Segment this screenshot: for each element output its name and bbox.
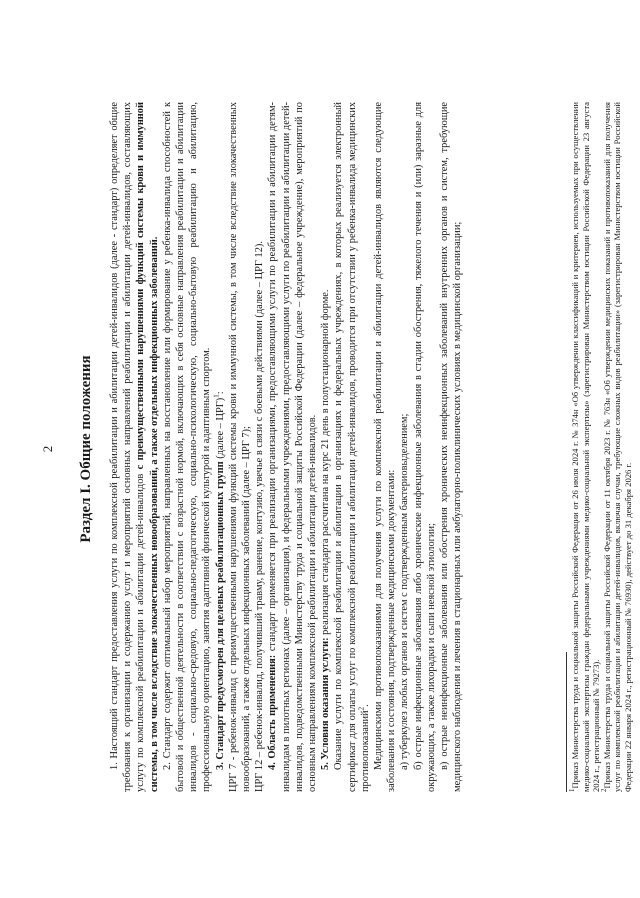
footnote-1-text: Приказ Министерства труда и социальной защиты Российской Федерации от 26 июля 2024 г. № 374н «Об утверждении классификаций и критериев, используемых при осуществлении медико-социальной экспертизы граждан федеральными учреждениями медико-социальной экспертизы» (зарегистрирован Министерством юстиции Российской Федерации 23 августа 2024 г., регистрационный № 79273).	[570, 102, 602, 792]
footnote-1-marker: 1	[568, 788, 577, 792]
footnote-2-marker: 2	[599, 788, 608, 792]
paragraph-1	[108, 102, 161, 792]
footnote-ref-2: 2	[357, 706, 366, 711]
paragraph-3-text: (далее – ЦРГ)	[214, 397, 226, 462]
paragraph-1-text: 1. Настоящий стандарт предоставления услуги по комплексной реабилитации и абилитации детей-инвалидов (далее - стандарт) определяет общие требования к организации и содержанию услуг и мероприятий основных направлений реабилитации и абилитации детей-инвалидов, составляющих услугу по комплексной реабилитации и абилитации детей-инвалидов	[109, 102, 147, 792]
paragraph-5b-end: .	[359, 704, 371, 707]
footnote-ref-1: 1	[212, 394, 221, 398]
paragraph-5b-text: Оказание услуги по комплексной реабилитации и абилитации в организациях и федеральных учреждениях, в которых реализуется электронный сертификат для оплаты услуг по комплексной реабилитации и абилитации детей-инвалидов, проводится при отсутствии у ребенка-инвалида медицинских противопоказаний	[333, 102, 371, 792]
paragraph-3-bold: 3. Стандарт предусмотрен для целевых реабилитационных групп	[214, 461, 226, 770]
section-title: Раздел I. Общие положения	[78, 355, 94, 543]
paragraph-3-end: :	[214, 391, 226, 395]
contraindication-a: а) туберкулез любых органов и систем с подтвержденным бактериовыделением;	[399, 413, 411, 770]
footnote-2	[599, 102, 634, 792]
paragraph-1-bold: с преимущественными нарушениями функций системы крови и иммунной системы, в том числе вследствие злокачественных новообразований, а также отдельных инфекционных заболеваний.	[135, 102, 160, 792]
crg-12-item: ЦРГ 12 – ребенок-инвалид, получивший травму, ранение, контузию, увечье в связи с боевыми действиями (далее – ЦРГ 12).	[254, 241, 266, 792]
contraindication-c: в) острые неинфекционные заболевания или обострения хронических неинфекционных заболеваний внутренних органов и систем, требующие медицинского наблюдения и лечения в стационарных или амбулаторно-поликлинических условиях в медицинской организации;	[439, 102, 464, 792]
paragraph-4	[266, 102, 319, 792]
paragraph-4-bold: 4. Область применения:	[267, 654, 279, 770]
paragraph-2: 2. Стандарт содержит оптимальный набор мероприятий, направленных на восстановление или формирование у ребенка-инвалида способностей к бытовой и общественной деятельности в соответствии с возрастной нормой, включающих в себя основные направления реабилитации и абилитации инвалидов - социально-средовую, социально-педагогическую, социально-психологическую, социально-бытовую реабилитацию и абилитацию, профессиональную ориентацию, занятия адаптивной физической культурой и адаптивным спортом.	[161, 102, 213, 792]
contraindication-b: б) острые инфекционные заболевания либо хронические инфекционные заболевания в стадии обострения, тяжелого течения и (или) заразные для окружающих, а также лихорадки и сыпи неясной этиологии;	[412, 102, 437, 792]
paragraph-5b	[332, 102, 372, 792]
footnote-2-text: Приказ Министерства труда и социальной защиты Российской Федерации от 11 октября 2023 г. № 763н «Об утверждении медицинских показаний и противопоказаний для получения услуг по комплексной реабилитации и абилитации детей-инвалидов, включая случаи, требующие сложных видов реабилитации» (зарегистрирован Министерством юстиции Российской Федерации 22 января 2024 г., регистрационный № 76930), действует до 31 декабря 2026 г.	[601, 102, 633, 792]
paragraph-4-text: стандарт применяется при реализации организациями, предоставляющими услуги по реабилитации и абилитации детям-инвалидам в пилотных регионах (далее – организация), и федеральными учреждениями, предоставляющими услуги по реабилитации и абилитации детей-инвалидов, подведомственными Министерству труда и социальной защиты Российской Федерации (далее – федеральное учреждение), мероприятий по основным направлениям комплексной реабилитации и абилитации детей-инвалидов.	[267, 102, 319, 792]
paragraph-3	[214, 102, 227, 792]
footnote-divider	[566, 652, 567, 792]
crg-7-item: ЦРГ 7 - ребенок-инвалид с преимущественными нарушениями функций системы крови и иммунной системы, в том числе вследствие злокачественных новообразований, а также отдельных инфекционных заболеваний (далее – ЦРГ 7);	[227, 102, 253, 792]
document-body	[108, 102, 464, 792]
paragraph-5-text: реализация стандарта рассчитана на курс 21 день в полустационарной форме.	[320, 289, 332, 638]
paragraph-5-bold: 5. Условия оказания услуги:	[320, 637, 332, 770]
paragraph-5	[319, 102, 332, 792]
footnote-1	[570, 102, 602, 792]
footnotes	[570, 102, 634, 792]
paragraph-6: Медицинскими противопоказаниями для получения услуги по комплексной реабилитации и абилитации детей-инвалидов являются следующие заболевания и состояния, подтвержденные медицинскими документами:	[373, 102, 398, 792]
page-number: 2	[40, 445, 55, 453]
